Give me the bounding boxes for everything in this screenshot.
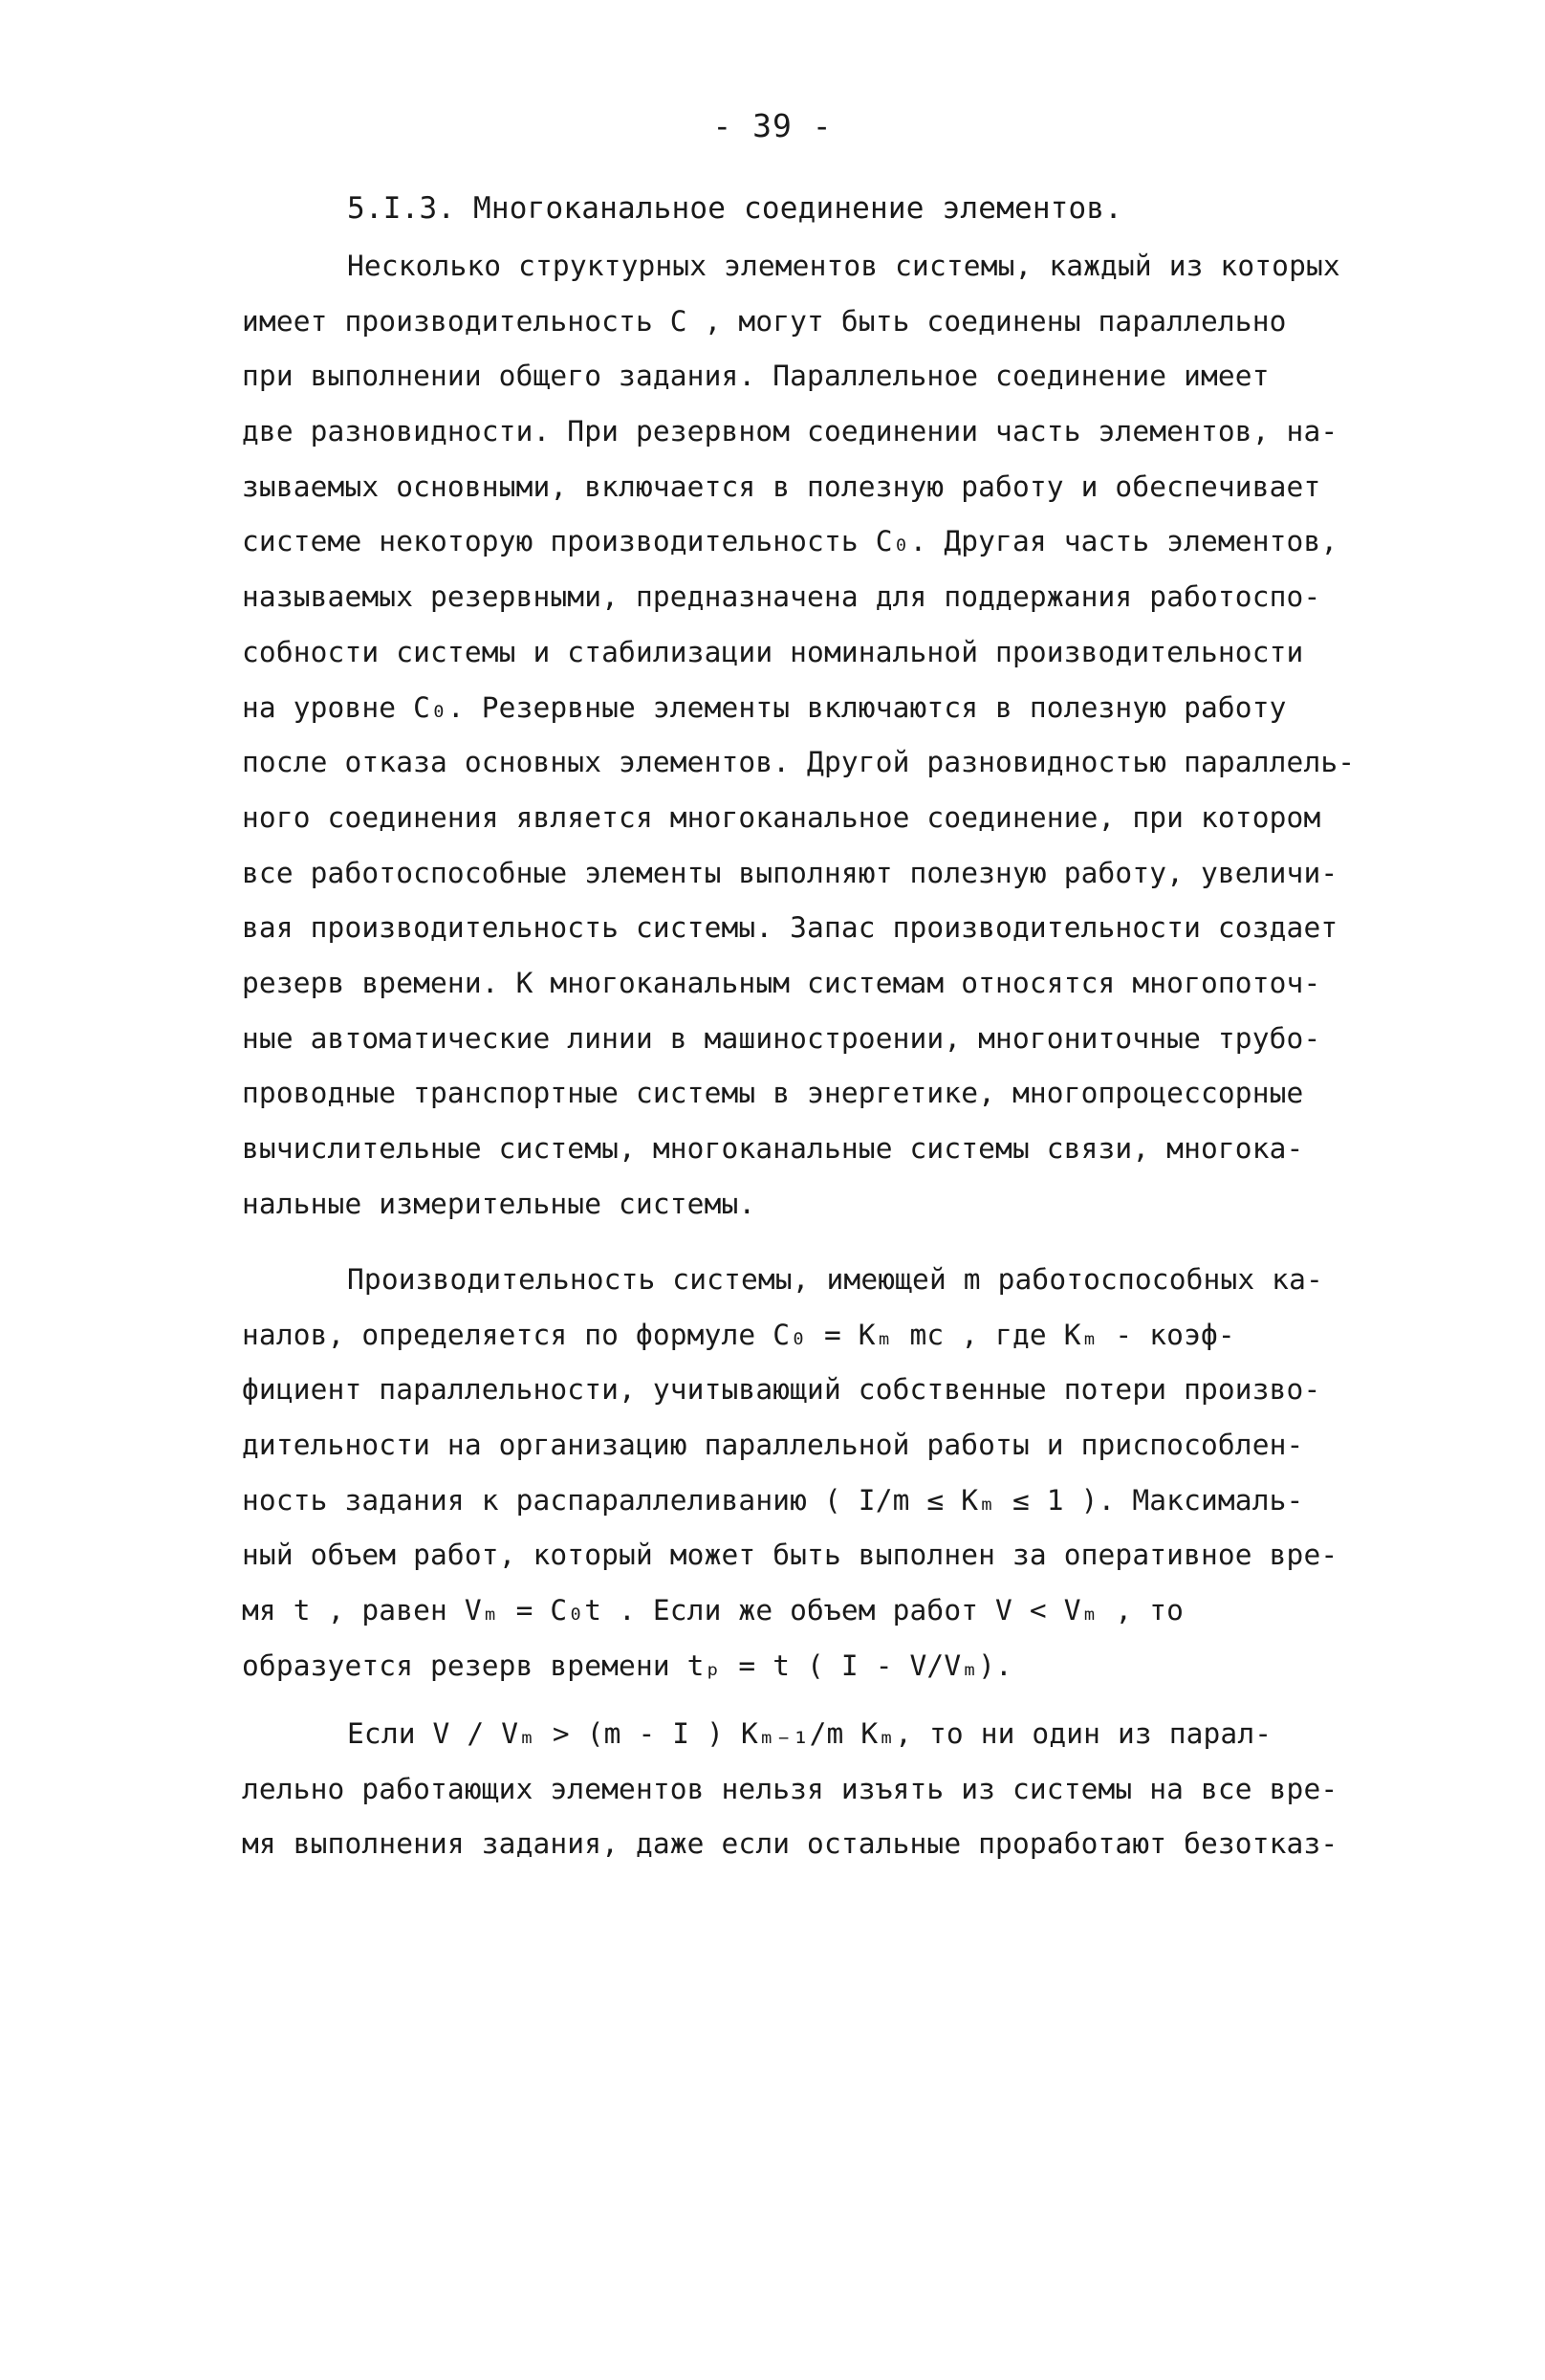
text-line: ные автоматические линии в машиностроении, многониточные трубо- xyxy=(242,1021,1321,1055)
text-line: ность задания к распараллеливанию ( I/m ≤ Kₘ ≤ 1 ). Максималь- xyxy=(242,1483,1304,1517)
text-line: после отказа основных элементов. Другой разновидностью параллель- xyxy=(242,746,1356,779)
text-line: Если V / Vₘ > (m - I ) Kₘ₋₁/m Kₘ, то ни один из парал- xyxy=(347,1717,1273,1750)
text-line: называемых резервными, предназначена для поддержания работоспо- xyxy=(242,580,1321,614)
page-number: - 39 - xyxy=(712,107,833,144)
text-line: вычислительные системы, многоканальные системы связи, многока- xyxy=(242,1132,1304,1165)
text-line: на уровне C₀. Резервные элементы включаются в полезную работу xyxy=(242,690,1287,724)
paragraph-reserve-connection xyxy=(242,239,1360,1232)
text-line: ного соединения является многоканальное соединение, при котором xyxy=(242,800,1321,834)
text-line: нальные измерительные системы. xyxy=(242,1187,756,1220)
text-line: при выполнении общего задания. Параллельное соединение имеет xyxy=(242,360,1270,393)
text-line: Производительность системы, имеющей m работоспособных ка- xyxy=(347,1263,1323,1296)
text-line: фициент параллельности, учитывающий собственные потери произво- xyxy=(242,1373,1321,1407)
text-line: имеет производительность C , могут быть соединены параллельно xyxy=(242,304,1287,338)
text-line: зываемых основными, включается в полезную работу и обеспечивает xyxy=(242,469,1321,503)
text-line: ный объем работ, который может быть выполнен за оперативное вре- xyxy=(242,1539,1338,1572)
text-line: вая производительность системы. Запас производительности создает xyxy=(242,911,1338,945)
text-line: Несколько структурных элементов системы, каждый из которых xyxy=(347,250,1340,282)
text-line: все работоспособные элементы выполняют полезную работу, увеличи- xyxy=(242,856,1338,889)
text-line: мя t , равен Vₘ = C₀t . Если же объем работ V < Vₘ , то xyxy=(242,1594,1185,1627)
paragraph-parallel-condition xyxy=(242,1707,1360,1872)
text-line: проводные транспортные системы в энергетике, многопроцессорные xyxy=(242,1077,1304,1110)
text-line: системе некоторую производительность C₀. Другая часть элементов, xyxy=(242,525,1338,558)
paragraph-system-productivity xyxy=(242,1253,1360,1694)
text-line: дительности на организацию параллельной работы и приспособлен- xyxy=(242,1429,1304,1462)
section-title: 5.I.3. Многоканальное соединение элементов. xyxy=(347,191,1123,226)
text-line: собности системы и стабилизации номинальной производительности xyxy=(242,635,1304,668)
text-line: две разновидности. При резервном соединении часть элементов, на- xyxy=(242,415,1338,448)
text-line: налов, определяется по формуле C₀ = Kₘ mc , где Kₘ - коэф- xyxy=(242,1318,1235,1351)
text-line: лельно работающих элементов нельзя изъять из системы на все вре- xyxy=(242,1772,1338,1805)
text-line: мя выполнения задания, даже если остальные проработают безотказ- xyxy=(242,1827,1338,1861)
text-line: образуется резерв времени tₚ = t ( I - V/Vₘ). xyxy=(242,1649,1012,1682)
text-line: резерв времени. К многоканальным системам относятся многопоточ- xyxy=(242,966,1321,999)
